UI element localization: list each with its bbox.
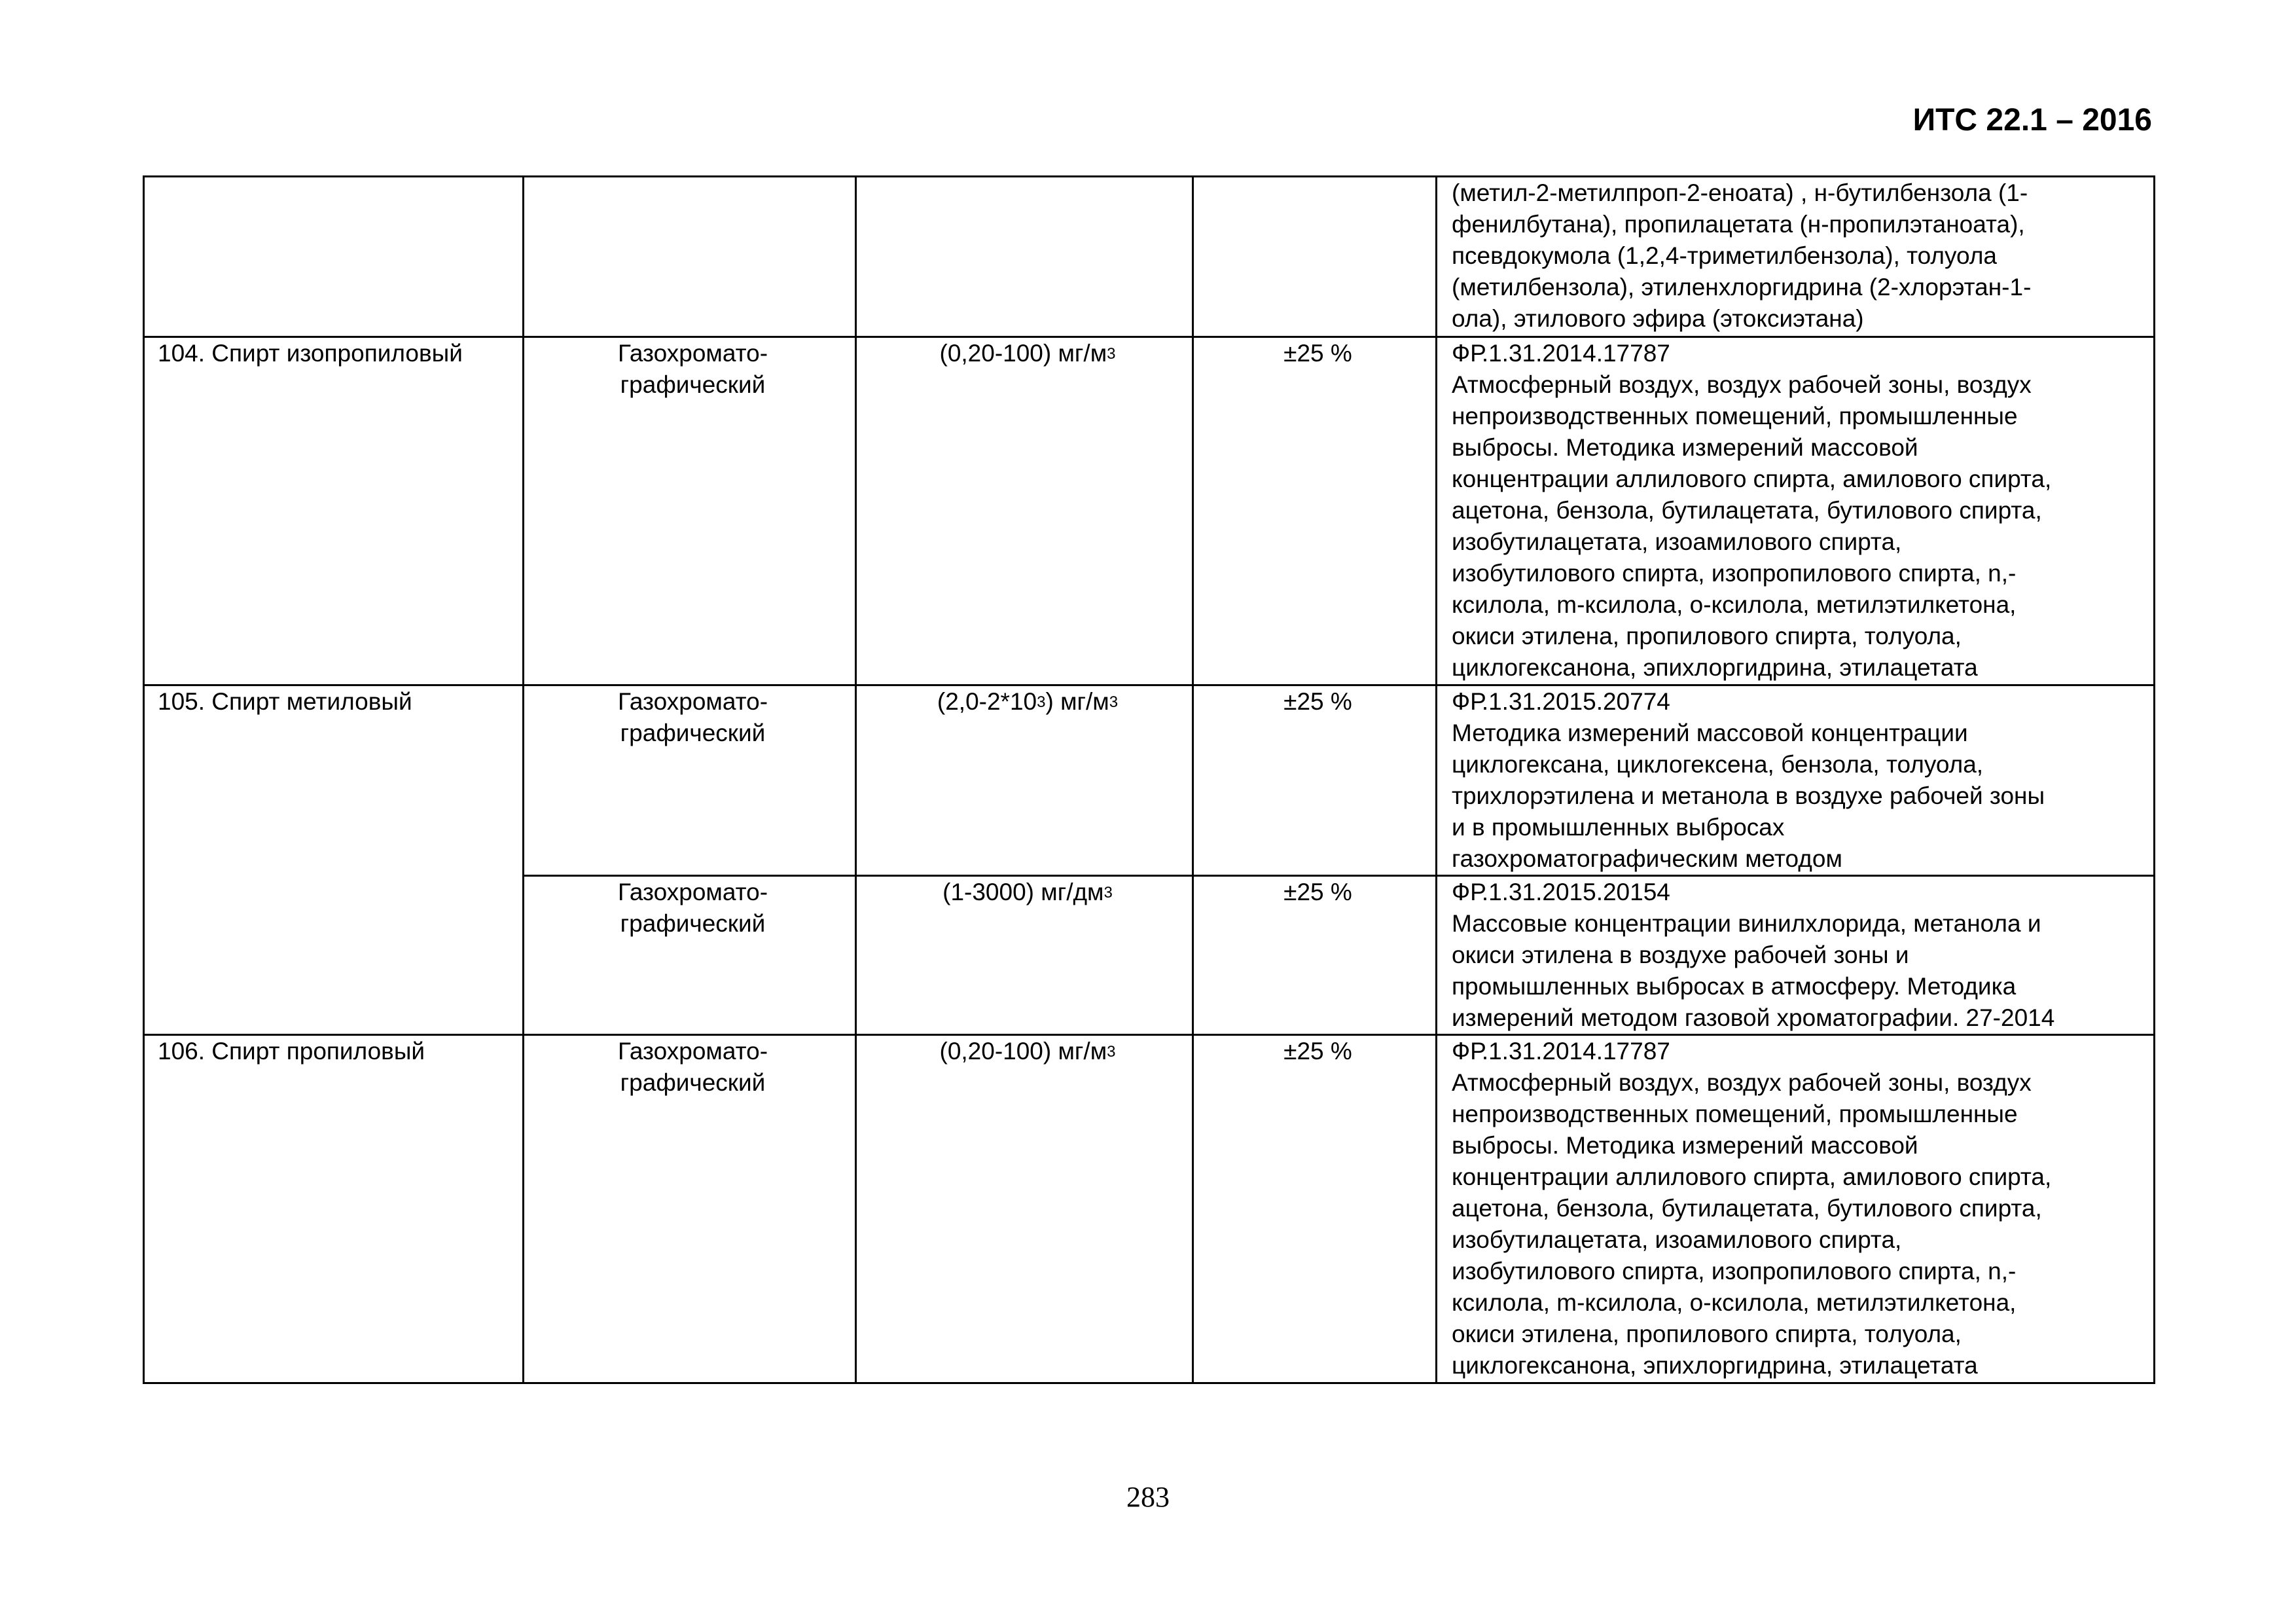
table-row-104 bbox=[144, 337, 2155, 685]
method-line: Газохромато- bbox=[617, 1038, 768, 1065]
doc-line: ацетона, бензола, бутилацетата, бутилового спирта, bbox=[1452, 1195, 2042, 1222]
cell-error bbox=[1193, 337, 1437, 685]
cell-range bbox=[856, 177, 1193, 337]
cell-substance bbox=[144, 685, 524, 1035]
cell-document bbox=[1437, 177, 2155, 337]
cell-error bbox=[1193, 1035, 1437, 1383]
cell-document bbox=[1437, 337, 2155, 685]
doc-line: ацетона, бензола, бутилацетата, бутилового спирта, bbox=[1452, 497, 2042, 524]
doc-line: окиси этилена в воздухе рабочей зоны и bbox=[1452, 941, 1909, 968]
cell-range bbox=[856, 337, 1193, 685]
doc-line: псевдокумола (1,2,4-триметилбензола), толуола bbox=[1452, 242, 1997, 269]
doc-line: окиси этилена, пропилового спирта, толуола, bbox=[1452, 623, 1962, 649]
doc-line: промышленных выбросах в атмосферу. Методика bbox=[1452, 973, 2017, 1000]
doc-line: изобутилацетата, изоамилового спирта, bbox=[1452, 528, 1902, 555]
substance-name: 105. Спирт метиловый bbox=[158, 688, 412, 715]
doc-line: выбросы. Методика измерений массовой bbox=[1452, 434, 1918, 461]
method-line: графический bbox=[620, 910, 766, 937]
range-exponent: 3 bbox=[1107, 1043, 1116, 1061]
doc-line: и в промышленных выбросах bbox=[1452, 814, 1785, 841]
doc-line: Атмосферный воздух, воздух рабочей зоны, воздух bbox=[1452, 1069, 2032, 1096]
error-value: ±25 % bbox=[1283, 879, 1352, 905]
doc-line: изобутилового спирта, изопропилового спирта, n,- bbox=[1452, 560, 2017, 587]
doc-code: ФР.1.31.2015.20154 bbox=[1452, 879, 1670, 905]
document-header-title: ИТС 22.1 – 2016 bbox=[1912, 103, 2152, 137]
method-line: Газохромато- bbox=[617, 879, 768, 905]
doc-line: концентрации аллилового спирта, амилового спирта, bbox=[1452, 465, 2052, 492]
doc-line: выбросы. Методика измерений массовой bbox=[1452, 1132, 1918, 1159]
cell-substance bbox=[144, 1035, 524, 1383]
doc-line: (метил-2-метилпроп-2-еноата) , н-бутилбензола (1- bbox=[1452, 179, 2028, 206]
measurement-methods-table bbox=[143, 175, 2155, 1384]
doc-line: фенилбутана), пропилацетата (н-пропилэтаноата), bbox=[1452, 211, 2025, 238]
cell-error bbox=[1193, 876, 1437, 1035]
doc-line: Атмосферный воздух, воздух рабочей зоны, воздух bbox=[1452, 371, 2032, 398]
error-value: ±25 % bbox=[1283, 688, 1352, 715]
substance-name: 106. Спирт пропиловый bbox=[158, 1038, 425, 1065]
doc-line: непроизводственных помещений, промышленные bbox=[1452, 1101, 2018, 1127]
doc-line: измерений методом газовой хроматографии. 27-2014 bbox=[1452, 1004, 2055, 1031]
range-value: (0,20-100) мг/м bbox=[939, 340, 1107, 367]
range-value: (2,0-2*10 bbox=[937, 688, 1037, 715]
range-value: (1-3000) мг/дм bbox=[942, 879, 1104, 905]
cell-range bbox=[856, 685, 1193, 876]
range-value: (0,20-100) мг/м bbox=[939, 1038, 1107, 1065]
error-value: ±25 % bbox=[1283, 1038, 1352, 1065]
cell-error bbox=[1193, 177, 1437, 337]
cell-document bbox=[1437, 685, 2155, 876]
doc-code: ФР.1.31.2015.20774 bbox=[1452, 688, 1670, 715]
doc-line: циклогексана, циклогексена, бензола, толуола, bbox=[1452, 751, 1984, 778]
method-line: Газохромато- bbox=[617, 688, 768, 715]
cell-range bbox=[856, 876, 1193, 1035]
cell-substance bbox=[144, 177, 524, 337]
cell-method bbox=[524, 177, 856, 337]
doc-line: трихлорэтилена и метанола в воздухе рабочей зоны bbox=[1452, 782, 2045, 809]
range-exponent: 3 bbox=[1037, 693, 1046, 711]
doc-line: циклогексанона, эпихлоргидрина, этилацетата bbox=[1452, 654, 1978, 681]
substance-name: 104. Спирт изопропиловый bbox=[158, 340, 463, 367]
cell-method bbox=[524, 337, 856, 685]
doc-line: непроизводственных помещений, промышленные bbox=[1452, 403, 2018, 429]
range-exponent: 3 bbox=[1107, 345, 1116, 363]
table-row-105 bbox=[144, 685, 2155, 876]
page-number: 283 bbox=[1126, 1481, 1170, 1513]
cell-substance bbox=[144, 337, 524, 685]
doc-line: (метилбензола), этиленхлоргидрина (2-хлорэтан-1- bbox=[1452, 274, 2032, 301]
table-row-106 bbox=[144, 1035, 2155, 1383]
doc-code: ФР.1.31.2014.17787 bbox=[1452, 340, 1670, 367]
cell-method bbox=[524, 876, 856, 1035]
cell-method bbox=[524, 1035, 856, 1383]
range-unit: ) мг/м bbox=[1045, 688, 1109, 715]
method-line: графический bbox=[620, 720, 766, 746]
doc-line: изобутилового спирта, изопропилового спирта, n,- bbox=[1452, 1258, 2017, 1285]
method-line: Газохромато- bbox=[617, 340, 768, 367]
cell-error bbox=[1193, 685, 1437, 876]
cell-method bbox=[524, 685, 856, 876]
table-row-continuation bbox=[144, 177, 2155, 337]
cell-range bbox=[856, 1035, 1193, 1383]
cell-document bbox=[1437, 1035, 2155, 1383]
doc-line: окиси этилена, пропилового спирта, толуола, bbox=[1452, 1321, 1962, 1347]
error-value: ±25 % bbox=[1283, 340, 1352, 367]
doc-line: концентрации аллилового спирта, амилового спирта, bbox=[1452, 1163, 2052, 1190]
cell-document bbox=[1437, 876, 2155, 1035]
range-exponent: 3 bbox=[1109, 693, 1119, 711]
doc-line: Методика измерений массовой концентрации bbox=[1452, 720, 1968, 746]
doc-line: ксилола, m-ксилола, о-ксилола, метилэтилкетона, bbox=[1452, 1289, 2017, 1316]
doc-line: Массовые концентрации винилхлорида, метанола и bbox=[1452, 910, 2041, 937]
method-line: графический bbox=[620, 1069, 766, 1096]
doc-line: ксилола, m-ксилола, о-ксилола, метилэтилкетона, bbox=[1452, 591, 2017, 618]
doc-code: ФР.1.31.2014.17787 bbox=[1452, 1038, 1670, 1065]
doc-line: циклогексанона, эпихлоргидрина, этилацетата bbox=[1452, 1352, 1978, 1379]
doc-line: ола), этилового эфира (этоксиэтана) bbox=[1452, 305, 1864, 332]
range-exponent: 3 bbox=[1103, 884, 1113, 902]
doc-line: газохроматографическим методом bbox=[1452, 845, 1842, 872]
method-line: графический bbox=[620, 371, 766, 398]
doc-line: изобутилацетата, изоамилового спирта, bbox=[1452, 1226, 1902, 1253]
